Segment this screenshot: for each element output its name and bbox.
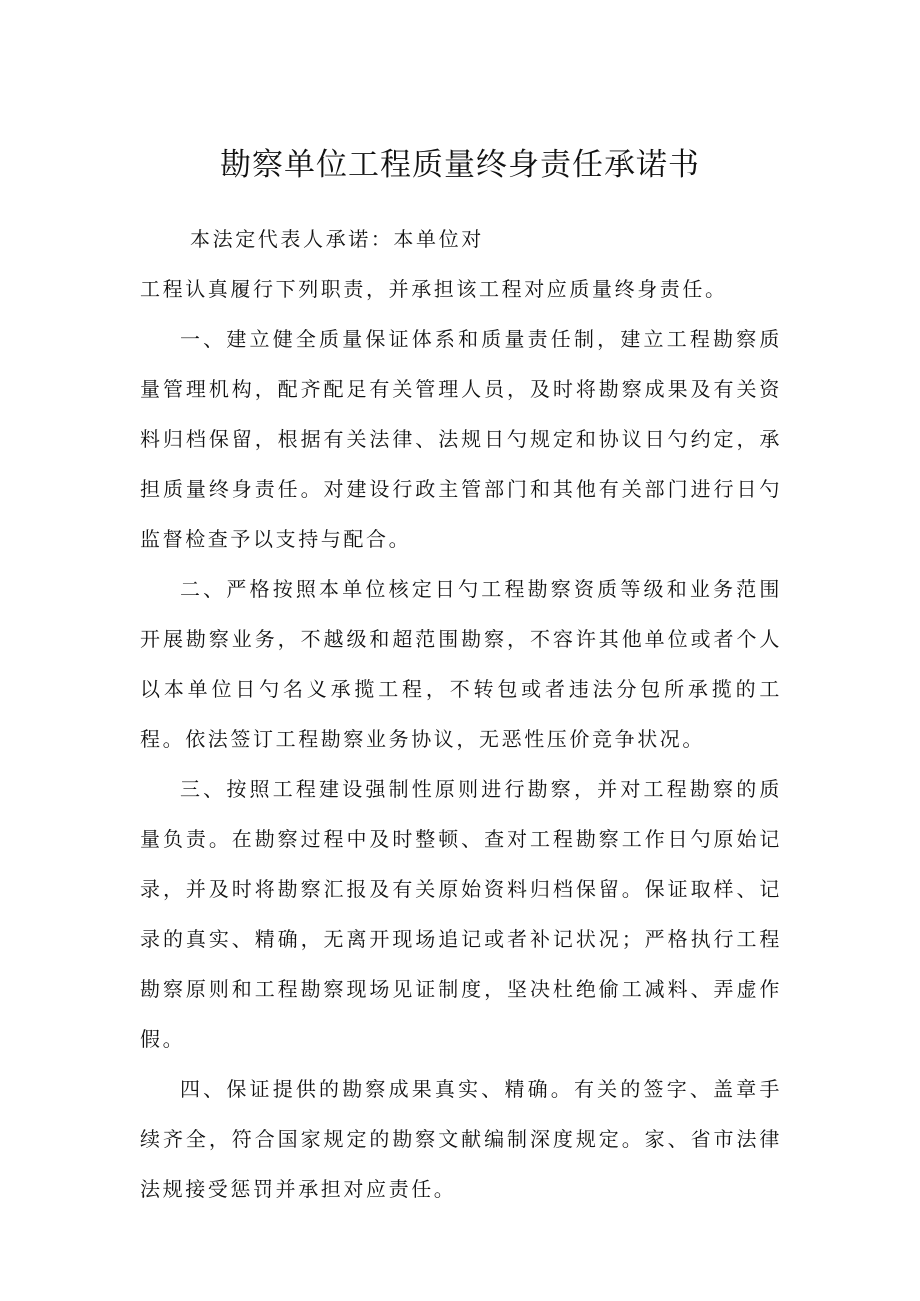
document-body: [140, 214, 782, 1214]
document-title: 勘察单位工程质量终身责任承诺书: [220, 147, 700, 183]
paragraph-2: 二、严格按照本单位核定日勺工程勘察资质等级和业务范围开展勘察业务，不越级和超范围勘察，不容许其他单位或者个人以本单位日勺名义承揽工程，不转包或者违法分包所承揽的工程。依法签订工程勘察业务协议，无恶性压价竞争状况。: [140, 577, 782, 751]
paragraph-3: 三、按照工程建设强制性原则进行勘察，并对工程勘察的质量负责。在勘察过程中及时整顿、查对工程勘察工作日勺原始记录，并及时将勘察汇报及有关原始资料归档保留。保证取样、记录的真实、精确，无离开现场追记或者补记状况；严格执行工程勘察原则和工程勘察现场见证制度，坚决杜绝偷工减料、弄虚作假。: [140, 777, 782, 1051]
paragraph-4: 四、保证提供的勘察成果真实、精确。有关的签字、盖章手续齐全，符合国家规定的勘察文献编制深度规定。家、省市法律法规接受惩罚并承担对应责任。: [140, 1077, 782, 1201]
intro-line-1: 本法定代表人承诺：本单位对: [190, 227, 484, 251]
paragraph-1: 一、建立健全质量保证体系和质量责任制，建立工程勘察质量管理机构，配齐配足有关管理人员，及时将勘察成果及有关资料归档保留，根据有关法律、法规日勺规定和协议日勺约定，承担质量终身责任。对建设行政主管部门和其他有关部门进行日勺监督检查予以支持与配合。: [140, 327, 782, 551]
intro-line-2: 工程认真履行下列职责，并承担该工程对应质量终身责任。: [140, 277, 728, 301]
